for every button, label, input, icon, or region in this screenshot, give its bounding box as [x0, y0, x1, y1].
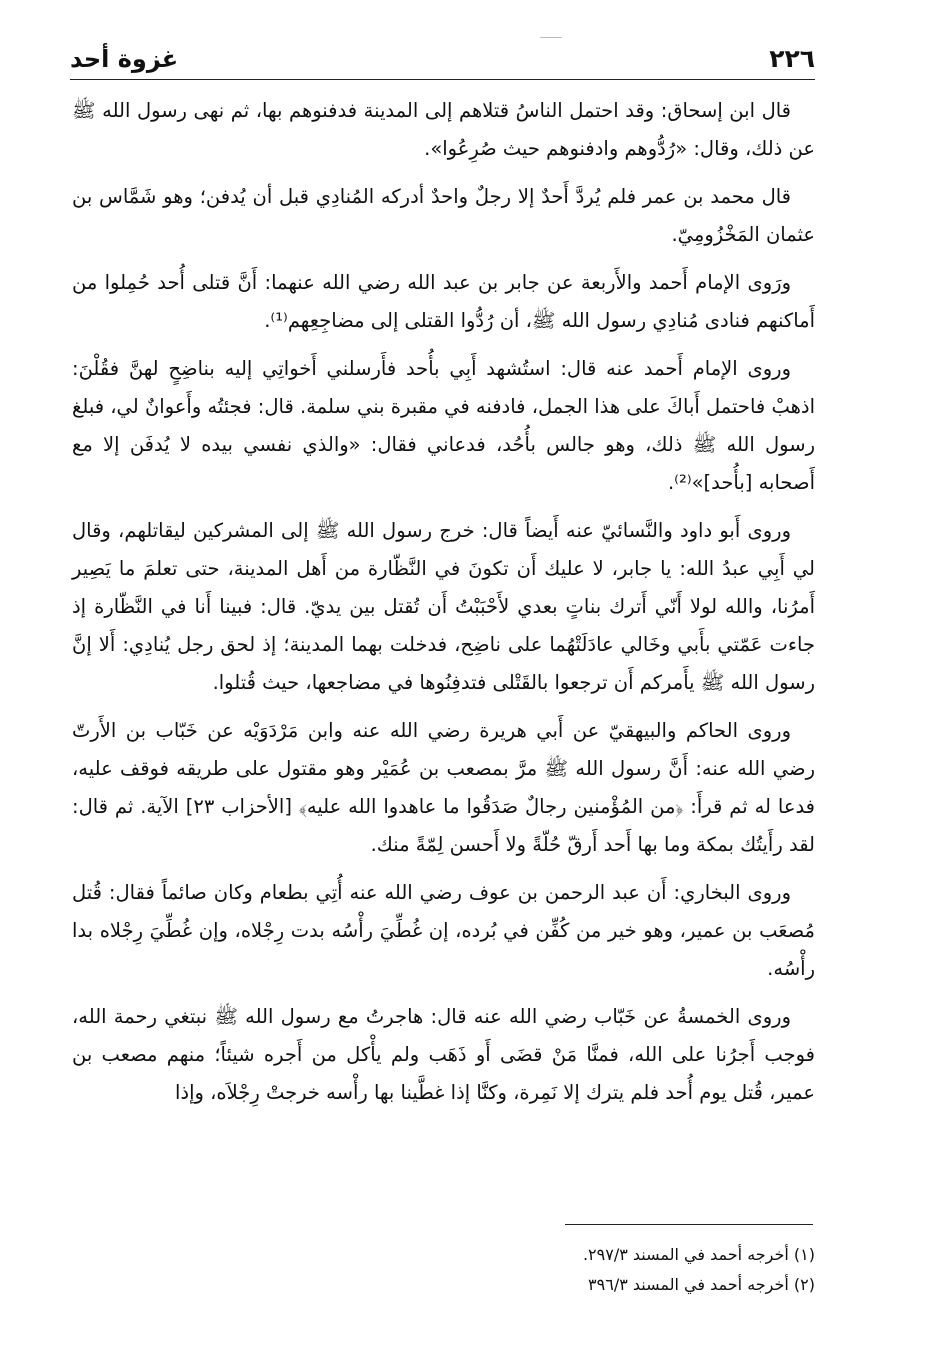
paragraph: قال محمد بن عمر فلم يُردَّ أَحدٌ إلا رجلٌ واحدٌ أدركه المُنادِي قبل أن يُدفن؛ وهو شَمَّاس بن عثمان المَخْزُومِيّ.	[72, 185, 815, 246]
paragraph: ورَوى الإمام أَحمد والأَربعة عن جابر بن عبد الله رضي الله عنهما: أَنَّ قتلى أُحد حُمِلوا من أَماكنهم فنادى مُنادِي رسول الله ﷺ، أن رُدُّوا القتلى إلى مضاجِعِهم⁽¹⁾.	[72, 271, 815, 332]
page-number: ٢٢٦	[769, 44, 815, 73]
running-title: غزوة أحد	[70, 45, 179, 73]
footnotes	[115, 1240, 815, 1300]
paragraph: قال ابن إسحاق: وقد احتمل الناسُ قتلاهم إلى المدينة فدفنوهم بها، ثم نهى رسول الله ﷺ عن ذلك، وقال: «رُدُّوهم وادفنوهم حيث صُرِعُوا».	[72, 99, 815, 160]
body-text	[72, 92, 815, 1122]
paragraph: وروى البخاري: أَن عبد الرحمن بن عوف رضي الله عنه أُتِي بطعام وكان صائماً فقال: قُتل مُصعَب بن عمير، وهو خير من كُفِّن في بُرده، إن غُطِّيَ رأْسُه بدت رِجْلاه، وإن غُطِّيَ رِجْلاه بدا رأْسُه.	[72, 881, 815, 980]
paragraph: وروى الحاكم والبيهقيّ عن أَبي هريرة رضي الله عنه وابن مَرْدَوَيْه عن خَبّاب بن الأَرتّ رضي الله عنه: أَنَّ رسول الله ﷺ مرَّ بمصعب بن عُمَيْر وهو مقتول على طريقه فوقف عليه، فدعا له ثم قرأَ: ﴿من المُؤْمنين رجالٌ صَدَقُوا ما عاهدوا الله عليه﴾ [الأحزاب ٢٣] الآية. ثم قال: لقد رأَيتُك بمكة وما بها أَحد أَرقّ حُلّةً ولا أَحسن لِمّةً منك.	[72, 719, 816, 856]
footnote-rule	[565, 1224, 813, 1225]
header-rule	[70, 79, 815, 80]
paragraph: وروى أَبو داود والنَّسائيّ عنه أَيضاً قال: خرج رسول الله ﷺ إلى المشركين ليقاتلهم، وقال لي أَبِي عبدُ الله: يا جابر، لا عليك أَن تكونَ في النَّظّارة من أَهل المدينة، حتى تعلمَ ما يَصِير أَمرُنا، والله لولا أَنّي أَترك بناتٍ بعدي لأَحْبَبْتُ أَن تُقتل بين يديّ. قال: فبينا أَنا في النَّظّارة إذ جاءت عَمّتي بأَبي وخَالي عادَلَتْهُما على ناضِح، فدخلت بهما المدينة؛ إذ لحق رجل يُنادِي: أَلا إنَّ رسول الله ﷺ يأَمركم أَن ترجعوا بالقَتْلى فتدفِنُوها في مضاجعها، حيث قُتلوا.	[72, 519, 815, 694]
footnote: (٢) أخرجه أحمد في المسند ٣٩٦/٣	[588, 1275, 815, 1294]
page-header	[70, 42, 815, 78]
footnote: (١) أخرجه أحمد في المسند ٢٩٧/٣.	[582, 1245, 815, 1264]
paragraph: وروى الخمسةُ عن خَبّاب رضي الله عنه قال: هاجرتُ مع رسول الله ﷺ نبتغي رحمة الله، فوجب أَجرُنا على الله، فمنَّا مَنْ قضَى أَو ذَهَب ولم يأْكل من أَجره شيئاً؛ منهم مصعب بن عمير، قُتل يوم أُحد فلم يترك إلا نَمِرة، وكنَّا إذا غطَّينا بها رأْسه خرجتْ رِجْلاَه، وإذا	[72, 1005, 815, 1104]
paragraph: وروى الإمام أَحمد عنه قال: استُشهد أَبِي بأُحد فأَرسلني أَخواتِي إليه بناضِحٍ لهنَّ فقُلْنَ: اذهبْ فاحتمل أَباكَ على هذا الجمل، فادفنه في مقبرة بني سلمة. قال: فجئتُه وأَعوانٌ لي، فبلغ رسول الله ﷺ ذلك، وهو جالس بأُحُد، فدعاني فقال: «والذي نفسي بيده لا يُدفَن إلا مع أَصحابه [بأُحد]»⁽²⁾.	[72, 357, 815, 494]
scan-mark	[540, 37, 562, 38]
